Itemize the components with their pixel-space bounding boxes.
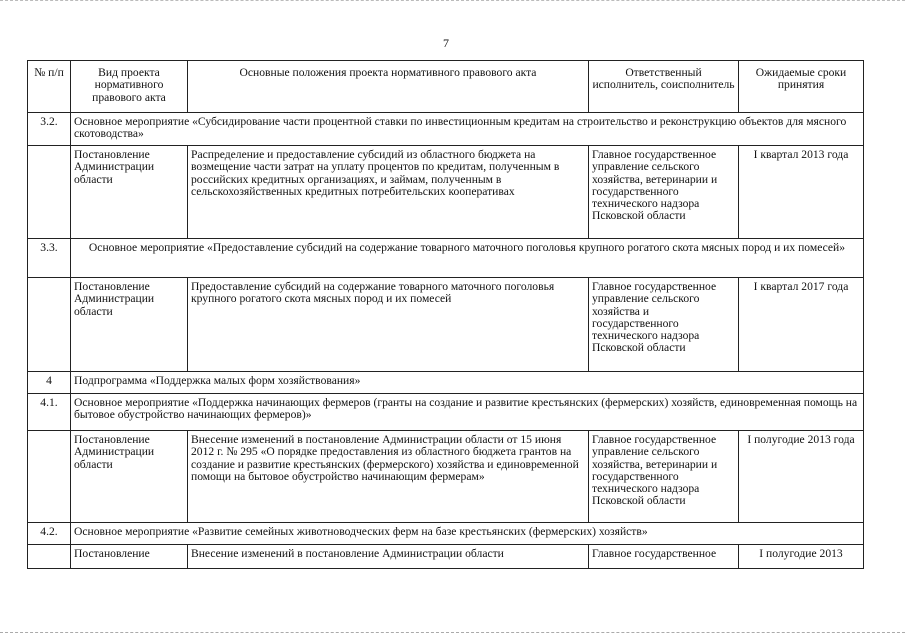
section-row-3-2 [28,113,864,146]
row-num-empty [28,146,71,239]
act-deadline: I квартал 2013 года [739,146,864,239]
section-row-3-3 [28,239,864,278]
scan-edge-top [0,0,905,4]
section-title: Основное мероприятие «Поддержка начинающих фермеров (гранты на создание и развитие крестьянских (фермерских) хозяйств, единовременная помощь на бытовое обустройство начинающих фермеров)» [71,394,864,431]
act-provisions: Предоставление субсидий на содержание товарного маточного поголовья крупного рогатого скота мясных пород и их помесей [188,278,589,372]
act-deadline: I полугодие 2013 года [739,431,864,523]
act-type: Постановление Администрации области [71,278,188,372]
act-type: Постановление Администрации области [71,146,188,239]
table-row [28,545,864,569]
act-deadline: I полугодие 2013 [739,545,864,569]
act-provisions: Внесение изменений в постановление Администрации области [188,545,589,569]
header-act-type: Вид проекта нормативного правового акта [71,61,188,113]
table-row [28,278,864,372]
section-row-4-1 [28,394,864,431]
act-deadline: I квартал 2017 года [739,278,864,372]
section-num: 3.2. [28,113,71,146]
row-num-empty [28,278,71,372]
section-num: 4 [28,372,71,394]
scan-edge-bottom [0,632,905,635]
section-row-4 [28,372,864,394]
section-num: 4.2. [28,523,71,545]
section-title: Основное мероприятие «Развитие семейных животноводческих ферм на базе крестьянских (фермерских) хозяйств» [71,523,864,545]
regulatory-acts-table [27,60,864,569]
section-num: 3.3. [28,239,71,278]
table-header-row [28,61,864,113]
act-responsible: Главное государственное управление сельского хозяйства, ветеринарии и государственного технического надзора Псковской области [589,146,739,239]
page-number: 7 [443,36,449,50]
section-row-4-2 [28,523,864,545]
row-num-empty [28,545,71,569]
act-type: Постановление [71,545,188,569]
header-num: № п/п [28,61,71,113]
act-type: Постановление Администрации области [71,431,188,523]
act-responsible: Главное государственное управление сельского хозяйства, ветеринарии и государственного технического надзора Псковской области [589,431,739,523]
act-responsible: Главное государственное управление сельского хозяйства и государственного технического надзора Псковской области [589,278,739,372]
act-responsible: Главное государственное [589,545,739,569]
section-title: Подпрограмма «Поддержка малых форм хозяйствования» [71,372,864,394]
header-responsible: Ответственный исполнитель, соисполнитель [589,61,739,113]
header-deadline: Ожидаемые сроки принятия [739,61,864,113]
header-provisions: Основные положения проекта нормативного правового акта [188,61,589,113]
section-title: Основное мероприятие «Предоставление субсидий на содержание товарного маточного поголовья крупного рогатого скота мясных пород и их помесей» [71,239,864,278]
table-row [28,431,864,523]
act-provisions: Внесение изменений в постановление Администрации области от 15 июня 2012 г. № 295 «О порядке предоставления из областного бюджета грантов на создание и развитие крестьянских (фермерского) хозяйства и единовременной помощи на бытовое обустройство начинающим фермерам» [188,431,589,523]
row-num-empty [28,431,71,523]
section-title: Основное мероприятие «Субсидирование части процентной ставки по инвестиционным кредитам на строительство и реконструкцию объектов для мясного скотоводства» [71,113,864,146]
act-provisions: Распределение и предоставление субсидий из областного бюджета на возмещение части затрат на уплату процентов по кредитам, полученным в российских кредитных организациях, и займам, полученным в сельскохозяйственных кредитных потребительских кооперативах [188,146,589,239]
section-num: 4.1. [28,394,71,431]
table-row [28,146,864,239]
